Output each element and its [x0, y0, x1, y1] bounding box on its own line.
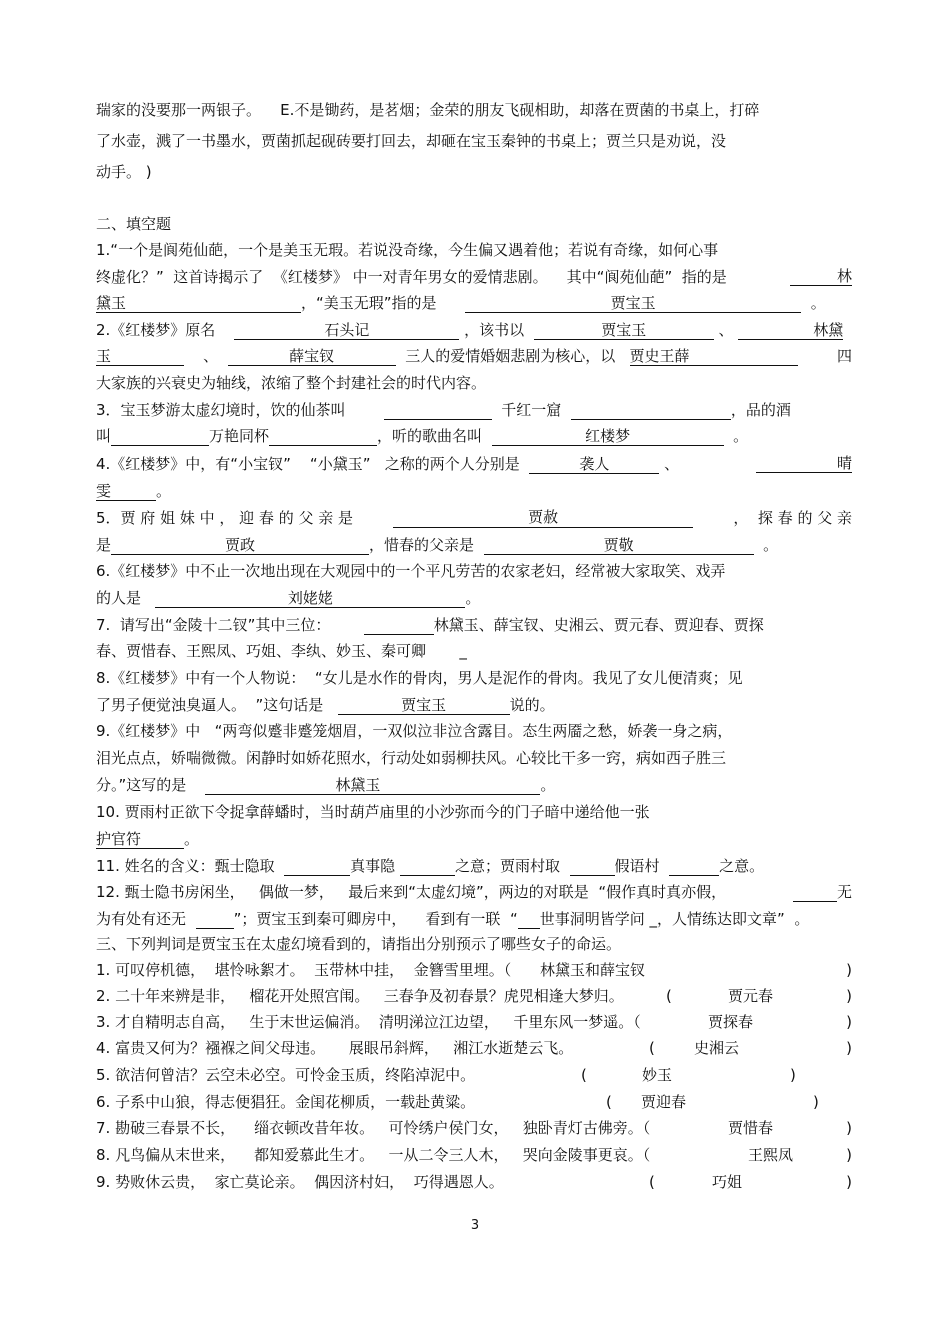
- question-7: 7. 请写出“金陵十二钗”其中三位： 林黛玉、薛宝钗、史湘云、贾元春、贾迎春、贾探: [96, 616, 764, 634]
- text-line: 了水壶，溅了一书墨水，贾菌抓起砚砖要打回去，却砸在宝玉秦钟的书桌上；贾兰只是劝说，没: [96, 132, 727, 150]
- answer-blank: 红楼梦: [492, 427, 724, 446]
- answer-blank: 贾政: [111, 536, 369, 555]
- answer-blank: 袭人: [529, 455, 659, 474]
- question-9: 9.《红楼梦》中 “两弯似蹙非蹙笼烟眉，一双似泣非泣含露目。态生两靥之愁，娇袭一身之病，: [96, 722, 733, 740]
- answer-blank: [510, 794, 540, 795]
- question-10: 10. 贾雨村正欲下令捉拿薛蟠时，当时葫芦庙里的小沙弥而今的门子暗中递给他一张: [96, 803, 650, 821]
- answer-blank: 护官符: [96, 830, 184, 849]
- section-title: 三、下列判词是贾宝玉在太虚幻境看到的，请指出分别预示了哪些女子的命运。: [96, 935, 622, 953]
- answer-blank: [518, 928, 540, 929]
- answer-blank: [669, 875, 719, 876]
- answer-blank: 贾赦: [393, 508, 693, 528]
- judgment-line: 5. 欲洁何曾洁？云空未必空。可怜金玉质，终陷淖泥中。 ( 妙玉 ): [96, 1066, 796, 1084]
- question-2: 2.《红楼梦》原名 石头记 ，该书以 贾宝玉 、 林黛: [96, 321, 844, 339]
- page-number: 3: [470, 1218, 480, 1233]
- answer-blank: 晴: [756, 454, 852, 473]
- answer-blank: 林黛: [738, 321, 843, 340]
- judgment-line: 6. 子系中山狼，得志便猖狂。金闺花柳质，一载赴黄粱。 ( 贾迎春 ): [96, 1093, 819, 1111]
- answer-blank: 林: [790, 267, 852, 286]
- answer-blank: 林黛玉: [205, 776, 510, 795]
- answer-blank: [284, 875, 350, 876]
- question-5: 5．贾 府 姐 妹 中 ， 迎 春 的 父 亲 是 贾赦 ， 探 春 的 父 亲: [96, 508, 852, 527]
- text-line: 瑞家的没要那一两银子。 E.不是锄药，是茗烟；金荣的朋友飞砚相助，却落在贾菌的书桌上，打碎: [96, 101, 760, 119]
- answer-blank: 贾宝玉: [338, 696, 510, 715]
- judgment-line: 2. 二十年来辨是非， 榴花开处照宫闱。 三春争及初春景？虎兕相逢大梦归。 ( 贾元春 ): [96, 987, 852, 1005]
- judgment-line: 8. 凡鸟偏从末世来， 都知爱慕此生才。 一从二令三人木， 哭向金陵事更哀。（ 王熙凤 ): [96, 1146, 852, 1164]
- text-line: 动手。 ): [96, 163, 152, 181]
- question-8: 8.《红楼梦》中有一个人物说： “女儿是水作的骨肉，男人是泥作的骨肉。我见了女儿便清爽；见: [96, 669, 743, 687]
- answer-blank: [111, 445, 209, 446]
- answer-blank: 黛玉: [96, 294, 301, 313]
- answer-blank: 石头记: [234, 321, 459, 340]
- question-1: 1.“一个是阆苑仙葩，一个是美玉无瑕。若说没奇缘，今生偏又遇着他；若说有奇缘，如何心事: [96, 241, 719, 259]
- answer-blank: [269, 445, 377, 446]
- question-3: 3．宝玉梦游太虚幻境时，饮的仙茶叫 千红一窟 ，品的酒: [96, 401, 791, 419]
- judgment-line: 4. 富贵又何为？襁褓之间父母违。 展眼吊斜辉， 湘江水逝楚云飞。 ( 史湘云 ): [96, 1039, 852, 1057]
- answer-blank: 玉: [96, 347, 184, 366]
- answer-blank: [196, 928, 234, 929]
- answer-blank: [571, 419, 731, 420]
- judgment-line: 7. 勘破三春景不长， 缁衣顿改昔年妆。 可怜绣户侯门女， 独卧青灯古佛旁。（ 贾惜春 ): [96, 1119, 852, 1137]
- judgment-line: 1. 可叹停机德， 堪怜咏絮才。 玉带林中挂， 金簪雪里埋。（ 林黛玉和薛宝钗 ): [96, 961, 852, 979]
- question-9: 泪光点点，娇喘微微。闲静时如娇花照水，行动处如弱柳扶风。心较比干多一窍，病如西子胜三: [96, 749, 727, 767]
- answer-blank: [400, 875, 455, 876]
- question-4: 4.《红楼梦》中，有“小宝钗” “小黛玉” 之称的两个人分别是 袭人 、 晴: [96, 454, 852, 473]
- question-2: 大家族的兴衰史为轴线，浓缩了整个封建社会的时代内容。: [96, 374, 487, 392]
- answer-blank: 雯: [96, 482, 156, 501]
- question-8: 了男子便觉浊臭逼人。 ”这句话是 贾宝玉 说的。: [96, 696, 555, 714]
- question-12: 12. 甄士隐书房闲坐， 偶做一梦， 最后来到“太虚幻境”，两边的对联是 “假作真时真亦假， 无: [96, 883, 852, 901]
- judgment-line: 3. 才自精明志自高， 生于末世运偏消。 清明涕泣江边望， 千里东风一梦遥。（ 贾探春 ): [96, 1013, 852, 1031]
- judgment-line: 9. 势败休云贵， 家亡莫论亲。 偶因济村妇， 巧得遇恩人。 ( 巧姐 ): [96, 1173, 852, 1191]
- answer-blank: 贾宝玉: [534, 321, 714, 340]
- question-6: 6.《红楼梦》中不止一次地出现在大观园中的一个平凡劳苦的农家老妇，经常被大家取笑、戏弄: [96, 562, 726, 580]
- answer-blank: [793, 901, 837, 902]
- question-9: 分。”这写的是 林黛玉 。: [96, 776, 556, 794]
- question-6: 的人是 刘姥姥 。: [96, 589, 481, 607]
- question-11: 11. 姓名的含义：甄士隐取 真事隐 之意；贾雨村取 假语村 之意。: [96, 857, 765, 875]
- question-3: 叫 万艳同杯 ，听的歌曲名叫 红楼梦 。: [96, 427, 749, 445]
- answer-blank: 贾敬: [484, 536, 754, 555]
- question-1: 终虚化？” 这首诗揭示了 《红楼梦》 中一对青年男女的爱情悲剧。 其中“阆苑仙葩” 指的是 林: [96, 267, 852, 286]
- answer-blank: 薛宝钗: [228, 347, 396, 366]
- question-5: 是 贾政 ，惜春的父亲是 贾敬 。: [96, 536, 779, 554]
- answer-blank: [364, 634, 434, 635]
- answer-blank: 贾宝玉: [465, 294, 801, 313]
- question-4: 雯 。: [96, 482, 172, 500]
- answer-blank: 贾史王薛: [630, 347, 798, 366]
- question-10: 护官符 。: [96, 830, 200, 848]
- question-7: 春、贾惜春、王熙凤、巧姐、李纨、妙玉、秦可卿 _: [96, 642, 467, 660]
- answer-blank: 刘姥姥: [155, 589, 465, 608]
- section-title: 二、填空题: [96, 215, 172, 233]
- question-12: 为有处有还无 ”；贾宝玉到秦可卿房中， 看到有一联 “ 世事洞明皆学问 _，人情练达即文章” 。: [96, 910, 810, 928]
- question-1: 黛玉 ，“美玉无瑕”指的是 贾宝玉 。: [96, 294, 826, 312]
- question-2: 玉 、 薛宝钗 三人的爱情婚姻悲剧为核心，以 贾史王薛 四: [96, 347, 852, 365]
- answer-blank: [570, 875, 615, 876]
- answer-blank: [384, 419, 492, 420]
